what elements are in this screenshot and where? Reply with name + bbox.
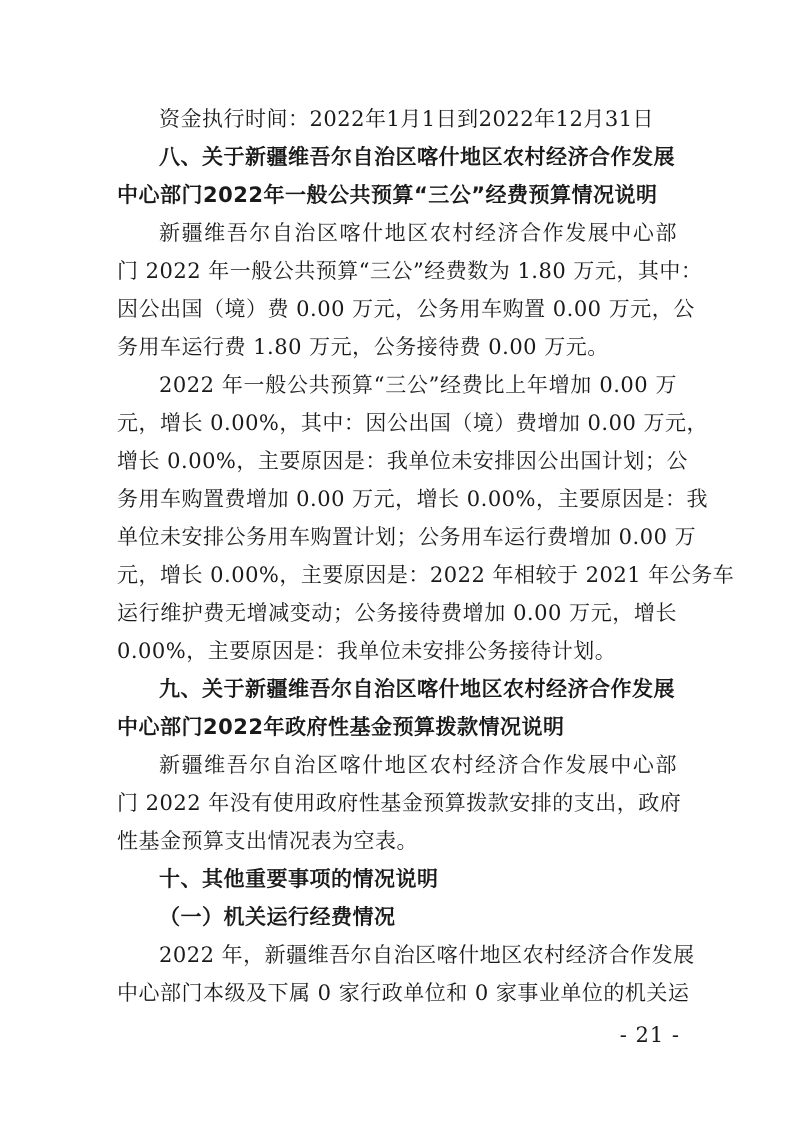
section-heading: 八、关于新疆维吾尔自治区喀什地区农村经济合作发展 (159, 145, 675, 169)
paragraph-line: 2022 年一般公共预算“三公”经费比上年增加 0.00 万 (159, 373, 677, 397)
paragraph-line: 单位未安排公务用车购置计划；公务用车运行费增加 0.00 万 (117, 525, 697, 549)
paragraph-line: 性基金预算支出情况表为空表。 (117, 829, 418, 853)
paragraph-line: 元，增长 0.00%，其中：因公出国（境）费增加 0.00 万元， (117, 411, 708, 435)
paragraph-line: 务用车购置费增加 0.00 万元，增长 0.00%，主要原因是：我 (117, 487, 708, 511)
section-heading: 中心部门2022年政府性基金预算拨款情况说明 (117, 715, 565, 739)
paragraph-line: 中心部门本级及下属 0 家行政单位和 0 家事业单位的机关运 (117, 981, 690, 1005)
paragraph-line: 增长 0.00%，主要原因是：我单位未安排因公出国计划；公 (117, 449, 688, 473)
paragraph-line: 门 2022 年一般公共预算“三公”经费数为 1.80 万元，其中： (117, 259, 703, 283)
subsection-heading: （一）机关运行经费情况 (159, 905, 396, 929)
paragraph-line: 务用车运行费 1.80 万元，公务接待费 0.00 万元。 (117, 335, 609, 359)
page-number: - 21 - (619, 1023, 680, 1047)
section-heading: 中心部门2022年一般公共预算“三公”经费预算情况说明 (117, 183, 658, 207)
paragraph-line: 元，增长 0.00%，主要原因是：2022 年相较于 2021 年公务车 (117, 563, 735, 587)
paragraph-line: 2022 年，新疆维吾尔自治区喀什地区农村经济合作发展 (159, 943, 695, 967)
paragraph-line: 门 2022 年没有使用政府性基金预算拨款安排的支出，政府 (117, 791, 682, 815)
paragraph-line: 0.00%，主要原因是：我单位未安排公务接待计划。 (117, 639, 617, 663)
section-heading: 九、关于新疆维吾尔自治区喀什地区农村经济合作发展 (159, 677, 675, 701)
paragraph-line: 新疆维吾尔自治区喀什地区农村经济合作发展中心部 (159, 753, 677, 777)
paragraph-line: 运行维护费无增减变动；公务接待费增加 0.00 万元，增长 (117, 601, 677, 625)
paragraph-line: 资金执行时间：2022年1月1日到2022年12月31日 (159, 107, 655, 131)
paragraph-line: 因公出国（境）费 0.00 万元，公务用车购置 0.00 万元，公 (117, 297, 695, 321)
paragraph-line: 新疆维吾尔自治区喀什地区农村经济合作发展中心部 (159, 221, 677, 245)
section-heading: 十、其他重要事项的情况说明 (159, 867, 439, 891)
